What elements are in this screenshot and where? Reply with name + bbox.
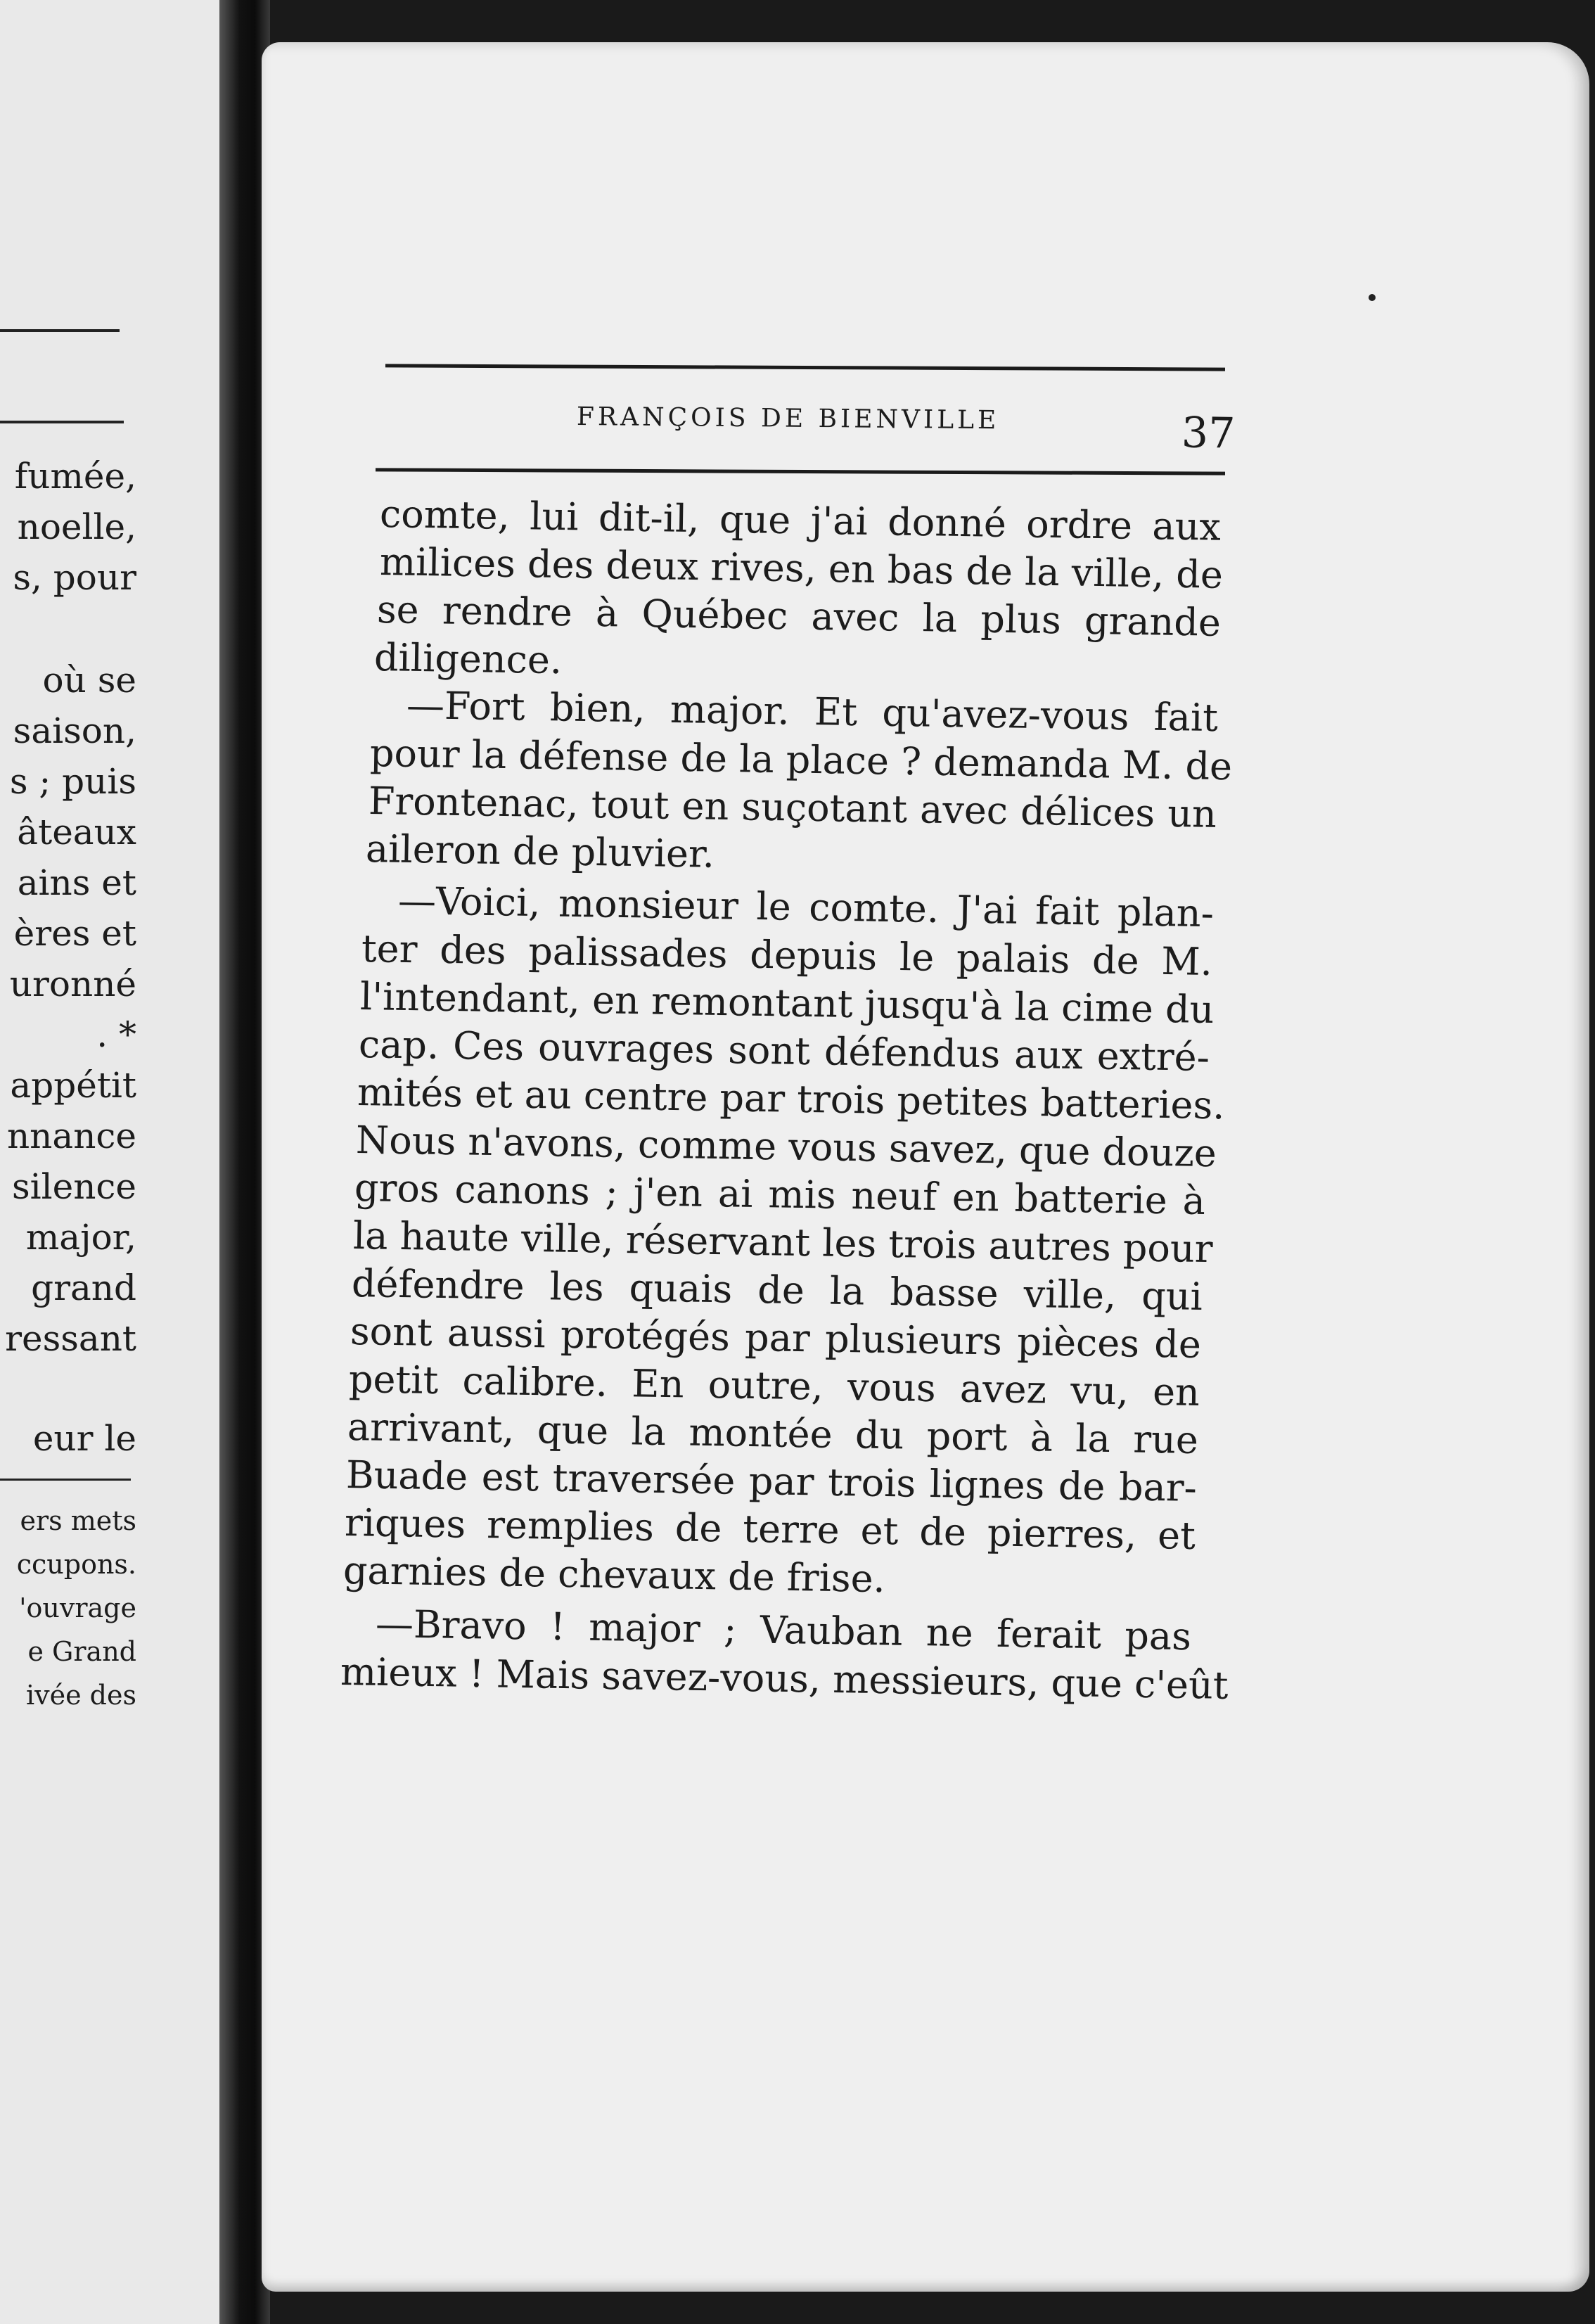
text-line: riques remplies de terre et de pierres, et (344, 1500, 1196, 1559)
text-line: Frontenac, tout en suçotant avec délices un (368, 779, 1217, 836)
text-line: —Bravo ! major ; Vauban ne ferait pas (375, 1602, 1192, 1659)
text-line: Buade est traversée par trois lignes de bar- (345, 1452, 1198, 1511)
text-line: mieux ! Mais savez-vous, messieurs, que c'eût (340, 1649, 1229, 1708)
left-line: uronné (9, 964, 136, 1004)
text-line: comte, lui dit-il, que j'ai donné ordre aux (379, 492, 1222, 549)
text-line: —Fort bien, major. Et qu'avez-vous fait (406, 683, 1219, 741)
text-line: milices des deux rives, en bas de la ville, de (379, 540, 1224, 597)
left-line: ressant (5, 1318, 136, 1359)
text-line: garnies de chevaux de frise. (342, 1548, 886, 1602)
text-line: gros canons ; j'en ai mis neuf en batterie à (354, 1166, 1206, 1224)
left-line: silence (11, 1166, 136, 1207)
left-line: âteaux (17, 812, 136, 853)
left-line: appétit (10, 1065, 136, 1106)
left-line: s ; puis (9, 761, 136, 802)
left-footnote-line: ivée des (26, 1680, 136, 1711)
left-footnote-line: e Grand (27, 1636, 136, 1667)
page-number: 37 (1181, 408, 1236, 459)
text-line: défendre les quais de la basse ville, qui (351, 1261, 1203, 1320)
left-line: ères et (13, 913, 136, 954)
text-line: cap. Ces ouvrages sont défendus aux extré- (358, 1022, 1210, 1080)
left-line: ains et (17, 862, 136, 903)
text-line: pour la défense de la place ? demanda M. de (369, 731, 1233, 789)
text-line: diligence. (373, 635, 563, 683)
left-line: s, pour (13, 557, 136, 598)
left-line: noelle, (17, 506, 136, 547)
left-line: . * (96, 1014, 136, 1055)
left-line: grand (31, 1268, 136, 1308)
left-line: fumée, (14, 456, 136, 497)
text-line: mités et au centre par trois petites batteries. (357, 1070, 1225, 1128)
left-footnote-line: ccupons. (16, 1549, 136, 1580)
text-line: se rendre à Québec avec la plus grande (376, 587, 1222, 645)
left-line: saison, (13, 710, 136, 751)
left-line: où se (42, 660, 136, 701)
text-line: l'intendant, en remontant jusqu'à la cime du (359, 974, 1215, 1033)
text-line: petit calibre. En outre, vous avez vu, en (348, 1357, 1200, 1415)
running-head-title: FRANÇOIS DE BIENVILLE (576, 402, 1000, 435)
text-line: la haute ville, réservant les trois autres pour (352, 1213, 1214, 1272)
left-line: nnance (6, 1116, 136, 1156)
text-line: ter des palissades depuis le palais de M. (361, 926, 1213, 985)
left-footnote-line: ers mets (20, 1505, 136, 1536)
text-line: —Voici, monsieur le comte. J'ai fait plan- (397, 879, 1215, 936)
text-line: sont aussi protégés par plusieurs pièces de (350, 1309, 1202, 1367)
left-footnote-line: 'ouvrage (19, 1592, 136, 1623)
text-line: Nous n'avons, comme vous savez, que douze (355, 1118, 1217, 1176)
left-line: eur le (32, 1418, 136, 1459)
text-line: aileron de pluvier. (365, 826, 715, 876)
left-line: major, (25, 1217, 136, 1258)
text-line: arrivant, que la montée du port à la rue (347, 1405, 1199, 1463)
